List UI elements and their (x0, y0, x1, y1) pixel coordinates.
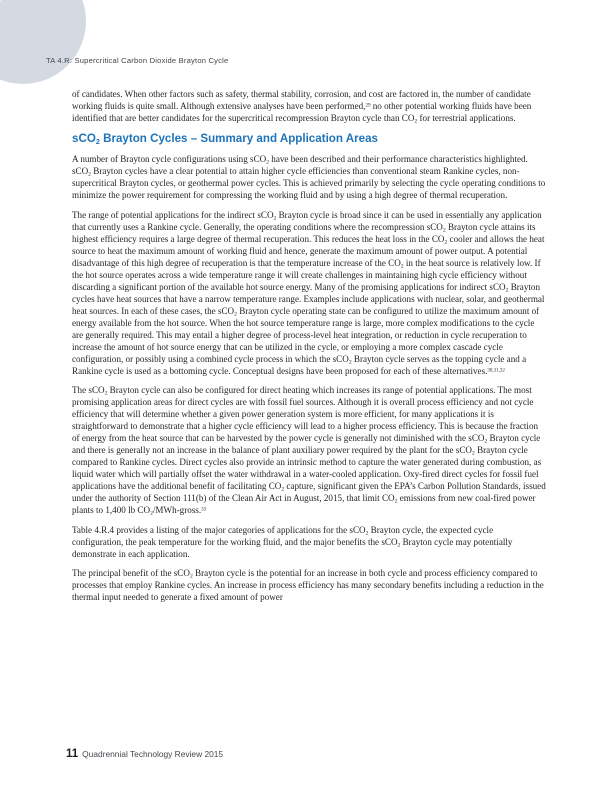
paragraph-principal-benefit: The principal benefit of the sCO$_2$ Brayton cycle is the potential for an increase in both cycle and process efficiency compared to processes that employ Rankine cycles. An increase in process efficiency has many secondary benefits including a reduction in the thermal input needed to generate a fixed amount of power (72, 568, 544, 602)
main-content (72, 88, 546, 611)
paragraph-indirect-applications: The range of potential applications for the indirect sCO$_2$ Brayton cycle is broad since it can be used in essentially any application that currently uses a Rankine cycle. Generally, the operating conditions where the recompression sCO$_2$ Brayton cycle attains its highest efficiency requires a large degree of thermal recuperation. This reduces the heat loss in the $CO_2$ cooler and allows the heat source to heat the maximum amount of working fluid and hence, generate the maximum amount of power output. A potential disadvantage of this high degree of recuperation is that the temperature increase of the $CO_2$ in the heat source is relatively low. If the hot source operates across a wide temperature range it will create challenges in maintaining high cycle efficiency without discarding a significant portion of the available hot source energy. Many of the promising applications for indirect sCO$_2$ Brayton cycles have heat sources that have a narrow temperature range. Examples include applications with nuclear, solar, and geothermal heat sources. In each of these cases, the sCO$_2$ Brayton cycle operating state can be configured to utilize the maximum amount of energy available from the hot source. When the hot source temperature range is large, more complex modifications to the cycle are generally required. This may entail a higher degree of process-level heat integration, or reduction in cycle recuperation to increase the amount of hot source energy that can be utilized in the cycle, or employing a more complex cascade cycle configuration, or possibly using a combined cycle process in which the sCO$_2$ Brayton cycle serves as the topping cycle and a Rankine cycle is used as a bottoming cycle. Conceptual designs have been proposed for each of these alternatives.$^{30,31,32}$ (72, 209, 545, 376)
paragraph-summary: A number of Brayton cycle configurations using sCO$_2$ have been described and their performance characteristics highlighted. sCO$_2$ Brayton cycles have a clear potential to attain higher cycle efficiencies than conventional steam Rankine cycles, non-supercritical Brayton cycles, or geothermal power cycles. This is achieved primarily by selecting the cycle operating conditions to minimize the power requirement for compressing the working fluid and by using a high degree of thermal recuperation. (72, 154, 546, 200)
paragraph-continued: of candidates. When other factors such as safety, thermal stability, corrosion, and cost are factored in, the number of candidate working fluids is quite small. Although extensive analyses have been performed,$^{29}$ no other potential working fluids have been identified that are better candidates for the supercritical recompression Brayton cycle than $CO_2$ for terrestrial applications. (72, 89, 532, 125)
paragraph-table-reference: Table 4.R.4 provides a listing of the major categories of applications for the sCO$_2$ Brayton cycle, the expected cycle configuration, the peak temperature for the working fluid, and the major benefits the sCO$_2$ Brayton cycle may potentially demonstrate in each application. (72, 524, 513, 559)
running-head: TA 4.R: Supercritical Carbon Dioxide Brayton Cycle (46, 56, 229, 65)
section-heading: sCO$_2$ Brayton Cycles – Summary and Application Areas (72, 132, 378, 146)
logo-badge (0, 0, 86, 84)
footnote-ref: 30,31,32 (487, 367, 505, 373)
footer-label: Quadrennial Technology Review 2015 (82, 749, 224, 759)
footnote-ref: 33 (201, 507, 207, 513)
lightning-bolt-icon (0, 0, 8, 20)
page-footer (66, 748, 223, 760)
page-number: 11 (66, 748, 79, 760)
footnote-ref: 29 (365, 103, 371, 109)
paragraph-direct-heating: The sCO$_2$ Brayton cycle can also be configured for direct heating which increases its range of potential applications. The most promising application areas for direct cycles are with fossil fuel sources. Although it is overall process efficiency and not cycle efficiency that will determine whether a given power generation system is more efficient, for many applications it is straightforward to demonstrate that a higher cycle efficiency will lead to a higher process efficiency. This is because the fraction of energy from the heat source that can be harvested by the power cycle is generally not diminished with the sCO$_2$ Brayton cycle and there is generally not an increase in the balance of plant auxiliary power required by the plant for the sCO$_2$ Brayton cycle compared to Rankine cycles. Direct cycles also provide an intrinsic method to capture the water generated during combustion, as liquid water which will partially offset the water withdrawal in a water-cooled application. Oxy-fired direct cycles for fossil fuel applications have the additional benefit of facilitating $CO_2$ capture, significant given the EPA’s Carbon Pollution Standards, issued under the authority of Section 111(b) of the Clean Air Act in August, 2015, that limit $CO_2$ emissions from new coal-fired power plants to 1,400 lb $CO_2/MWh-gross.^{33}$ (72, 385, 546, 517)
